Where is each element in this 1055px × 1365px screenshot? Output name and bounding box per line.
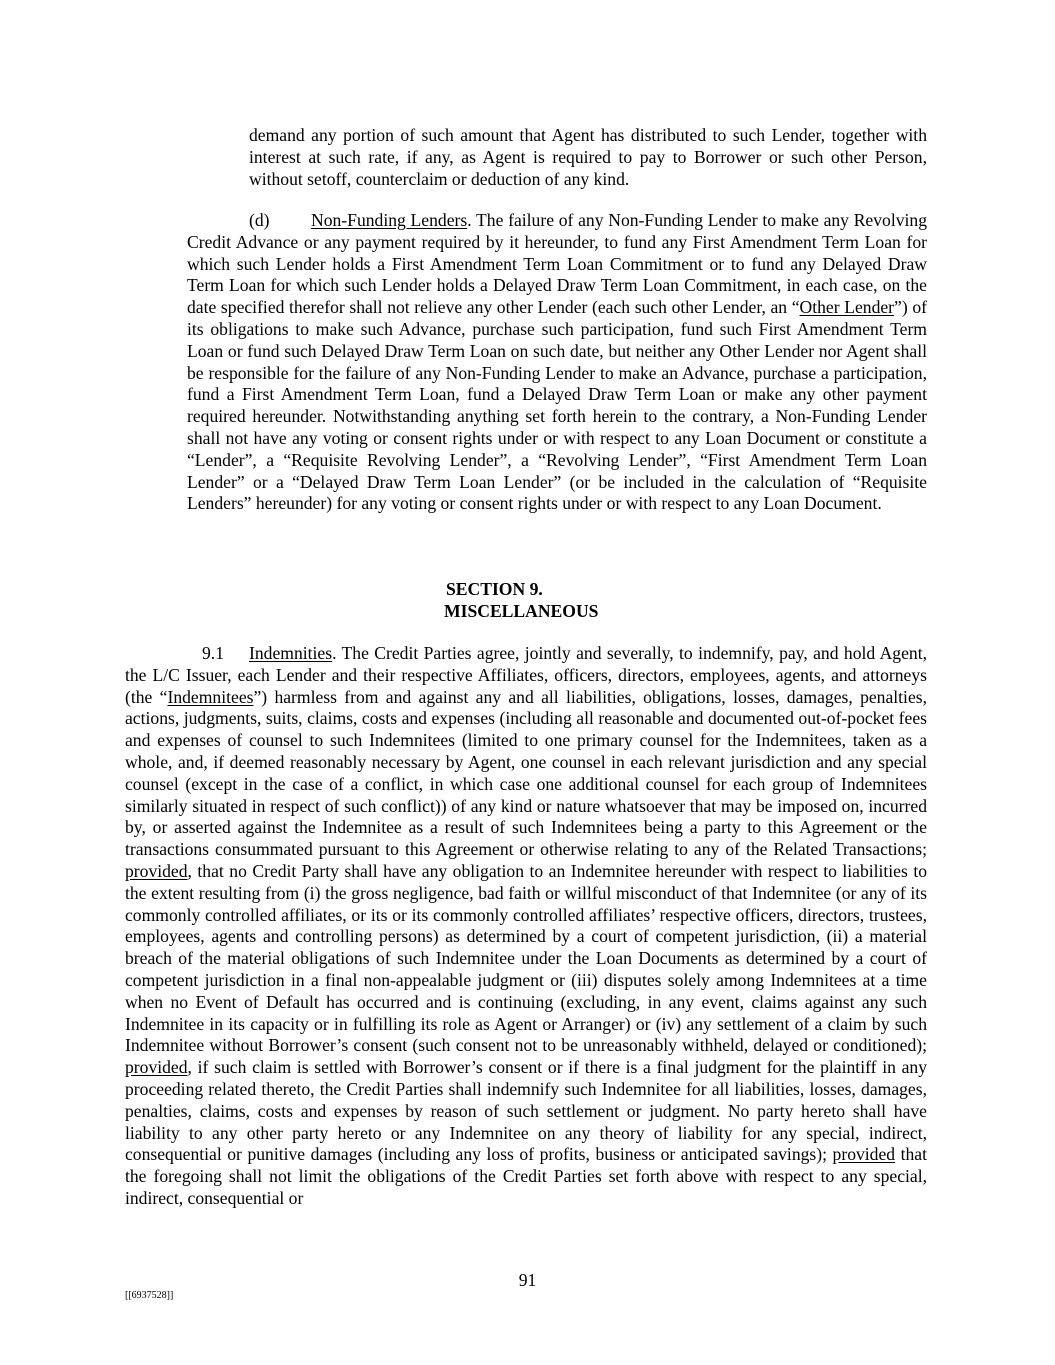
section-9-1-text-2: ”) harmless from and against any and all liabilities, obligations, losses, damages, penalties, actions, judgments, suits, claims, costs and expenses (including all reasonable and documented out-of-pocket fees and expenses of counsel to such Indemnitees (limited to one primary counsel for the Indemnitees, taken as a whole, and, if deemed reasonably necessary by Agent, one counsel in each relevant jurisdiction and any special counsel (except in the case of a conflict, in which case one additional counsel for each group of Indemnitees similarly situated in respect of such conflict)) of any kind or nature whatsoever that may be imposed on, incurred by, or asserted against the Indemnitee as a result of such Indemnitees being a party to this Agreement or the transactions consummated pursuant to this Agreement or otherwise relating to any of the Related Transactions; <box>125 686 927 860</box>
document-id: [[6937528]] <box>125 1290 174 1301</box>
section-d-text-2: ”) of its obligations to make such Advance, purchase such participation, fund such First Amendment Term Loan or fund such Delayed Draw Term Loan on such date, but neither any Other Lender nor Agent shall be responsible for the failure of any Non-Funding Lender to make an Advance, purchase a participation, fund a First Amendment Term Loan, fund a Delayed Draw Term Loan or make any other payment required hereunder. Notwithstanding anything set forth herein to the contrary, a Non-Funding Lender shall not have any voting or consent rights under or with respect to any Loan Document or constitute a “Lender”, a “Requisite Revolving Lender”, a “Revolving Lender”, “First Amendment Term Loan Lender” or a “Delayed Draw Term Loan Lender” (or be included in the calculation of “Requisite Lenders” hereunder) for any voting or consent rights under or with respect to any Loan Document. <box>187 297 927 514</box>
proviso-3: provided <box>832 1144 896 1165</box>
page-number: 91 <box>518 1270 537 1290</box>
indemnitees-term: Indemnitees <box>167 686 254 707</box>
section-heading <box>400 579 700 623</box>
section-title: MISCELLANEOUS <box>444 600 599 621</box>
section-d-heading: Non-Funding Lenders <box>311 210 468 230</box>
proviso-1: provided <box>125 860 188 881</box>
section-9-1-heading: Indemnities <box>249 643 333 663</box>
section-number: SECTION 9. <box>446 579 543 599</box>
section-d-label: (d) <box>249 210 270 230</box>
other-lender-term: Other Lender <box>799 297 895 318</box>
section-d-text-1: . The failure of any Non-Funding Lender to make any Revolving Credit Advance or any payment required by it hereunder, to fund any First Amendment Term Loan for which such Lender holds a First Amendment Term Loan Commitment or to fund any Delayed Draw Term Loan for which such Lender holds a Delayed Draw Term Loan Commitment, in each case, on the date specified therefor shall not relieve any other Lender (each such other Lender, an “ <box>187 210 927 318</box>
section-d-paragraph <box>187 210 927 515</box>
section-9-1-text-4: , if such claim is settled with Borrower’s consent or if there is a final judgment for the plaintiff in any proceeding related thereto, the Credit Parties shall indemnify such Indemnitee for all liabilities, losses, damages, penalties, claims, costs and expenses by reason of such settlement or judgment. No party hereto shall have liability to any other party hereto or any Indemnitee on any theory of liability for any special, indirect, consequential or punitive damages (including any loss of profits, business or anticipated savings); <box>125 1057 927 1165</box>
proviso-2: provided <box>125 1057 188 1078</box>
section-9-1-paragraph <box>125 643 927 1210</box>
section-9-1-number: 9.1 <box>202 643 224 663</box>
intro-paragraph: demand any portion of such amount that Agent has distributed to such Lender, together with interest at such rate, if any, as Agent is required to pay to Borrower or such other Person, without setoff, counterclaim or deduction of any kind. <box>249 125 927 189</box>
section-9-1-text-3: , that no Credit Party shall have any obligation to an Indemnitee hereunder with respect to liabilities to the extent resulting from (i) the gross negligence, bad faith or willful misconduct of that Indemnitee (or any of its commonly controlled affiliates, or its or its commonly controlled affiliates’ respective officers, directors, trustees, employees, agents and controlling persons) as determined by a court of competent jurisdiction, (ii) a material breach of the material obligations of such Indemnitee under the Loan Documents as determined by a court of competent jurisdiction in a final non-appealable judgment or (iii) disputes solely among Indemnitees at a time when no Event of Default has occurred and is continuing (excluding, in any event, claims against any such Indemnitee in its capacity or in fulfilling its role as Agent or Arranger) or (iv) any settlement of a claim by such Indemnitee without Borrower’s consent (such consent not to be unreasonably withheld, delayed or conditioned); <box>125 860 927 1056</box>
section-9-1-text-5: that the foregoing shall not limit the obligations of the Credit Parties set forth above with respect to any special, indirect, consequential or <box>125 1144 928 1208</box>
section-9-1-text-1: . The Credit Parties agree, jointly and severally, to indemnify, pay, and hold Agent, the L/C Issuer, each Lender and their respective Affiliates, officers, directors, employees, agents, and attorneys (the “ <box>125 643 927 707</box>
